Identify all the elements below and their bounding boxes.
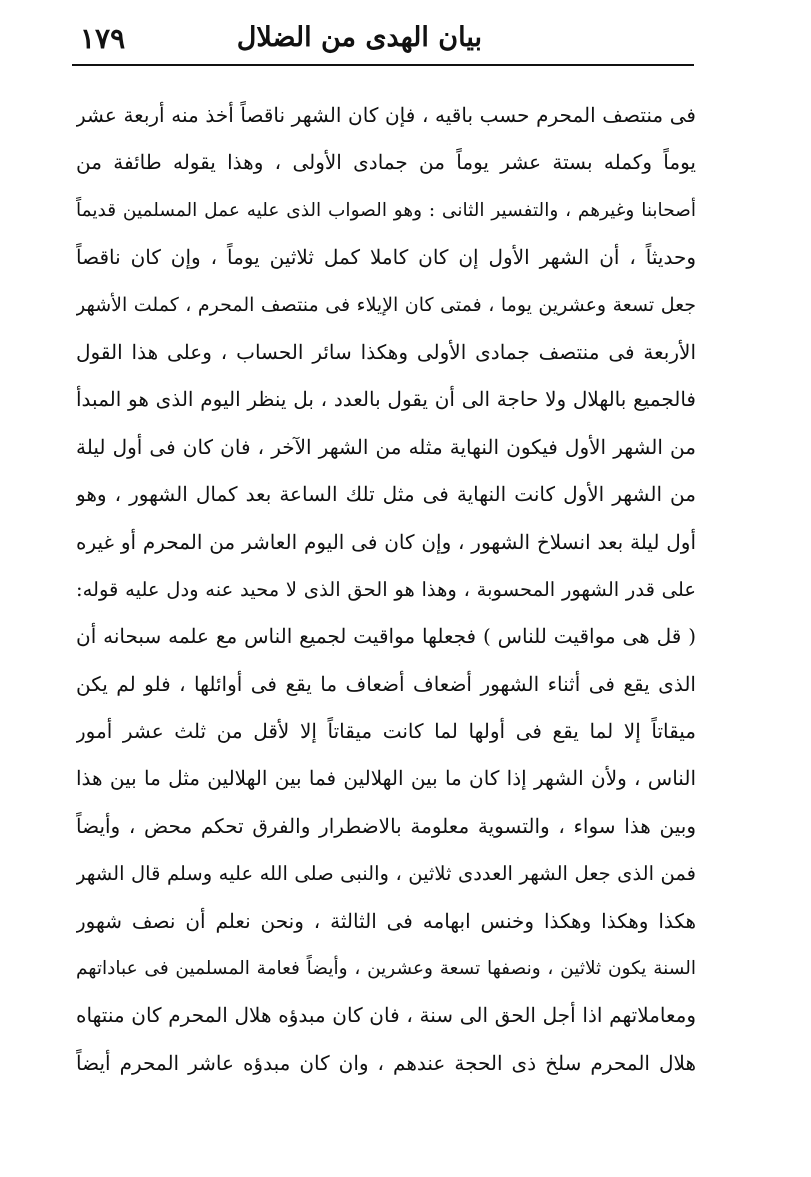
body-text — [76, 92, 696, 1087]
text-line: فالجميع بالهلال ولا حاجة الى أن يقول بالعدد ، بل ينظر اليوم الذى هو المبدأ — [76, 387, 696, 412]
text-line: من الشهر الأول كانت النهاية فى مثل تلك الساعة بعد كمال الشهور ، وهو — [76, 482, 696, 507]
text-line: يوماً وكمله بستة عشر يوماً من جمادى الأولى ، وهذا يقوله طائفة من — [76, 150, 696, 175]
text-line: الذى يقع فى أثناء الشهور أضعاف أضعاف ما يقع فى أوائلها ، فلو لم يكن — [76, 671, 696, 696]
text-line: الناس ، ولأن الشهر إذا كان ما بين الهلالين فما بين الهلالين مثل ما بين هذا — [76, 766, 696, 791]
text-line: الأربعة فى منتصف جمادى الأولى وهكذا سائر الحساب ، وعلى هذا القول — [76, 339, 696, 364]
text-line: أول ليلة بعد انسلاخ الشهور ، وإن كان فى اليوم العاشر من المحرم أو غيره — [76, 529, 696, 554]
text-line: السنة يكون ثلاثين ، ونصفها تسعة وعشرين ، وأيضاً فعامة المسلمين فى عباداتهم — [76, 958, 696, 980]
header-rule — [72, 64, 694, 66]
text-line: فى منتصف المحرم حسب باقيه ، فإن كان الشهر ناقصاً أخذ منه أربعة عشر — [76, 103, 696, 127]
text-line: على قدر الشهور المحسوبة ، وهذا هو الحق الذى لا محيد عنه ودل عليه قوله: — [76, 577, 696, 601]
text-line: فمن الذى جعل الشهر العددى ثلاثين ، والنبى صلى الله عليه وسلم قال الشهر — [76, 862, 696, 886]
page-header — [72, 14, 697, 64]
text-line: جعل تسعة وعشرين يوما ، فمتى كان الإيلاء فى منتصف المحرم ، كملت الأشهر — [76, 293, 696, 316]
text-line: وحديثاً ، أن الشهر الأول إن كان كاملا كمل ثلاثين يوماً ، وإن كان ناقصاً — [76, 245, 696, 270]
running-title: بيان الهدى من الضلال — [236, 22, 482, 53]
text-line: هكذا وهكذا وهكذا وخنس ابهامه فى الثالثة ، ونحن نعلم أن نصف شهور — [76, 908, 696, 933]
text-line: من الشهر الأول فيكون النهاية مثله من الشهر الآخر ، فان كان فى أول ليلة — [76, 434, 696, 459]
text-line: وبين هذا سواء ، والتسوية معلومة بالاضطرار والفرق تحكم محض ، وأيضاً — [76, 813, 696, 838]
text-line: ميقاتاً إلا لما يقع فى أولها لما كانت ميقاتاً إلا لأقل من ثلث عشر أمور — [76, 719, 696, 744]
page-number: ١٧٩ — [80, 22, 126, 55]
text-line: ( قل هى مواقيت للناس ) فجعلها مواقيت لجميع الناس مع علمه سبحانه أن — [76, 624, 696, 649]
text-line: أصحابنا وغيرهم ، والتفسير الثانى : وهو الصواب الذى عليه عمل المسلمين قديماً — [76, 199, 696, 221]
text-line: هلال المحرم سلخ ذى الحجة عندهم ، وان كان مبدؤه عاشر المحرم أيضاً — [76, 1050, 696, 1075]
text-line: ومعاملاتهم اذا أجل الحق الى سنة ، فان كان مبدؤه هلال المحرم كان منتهاه — [76, 1003, 696, 1028]
